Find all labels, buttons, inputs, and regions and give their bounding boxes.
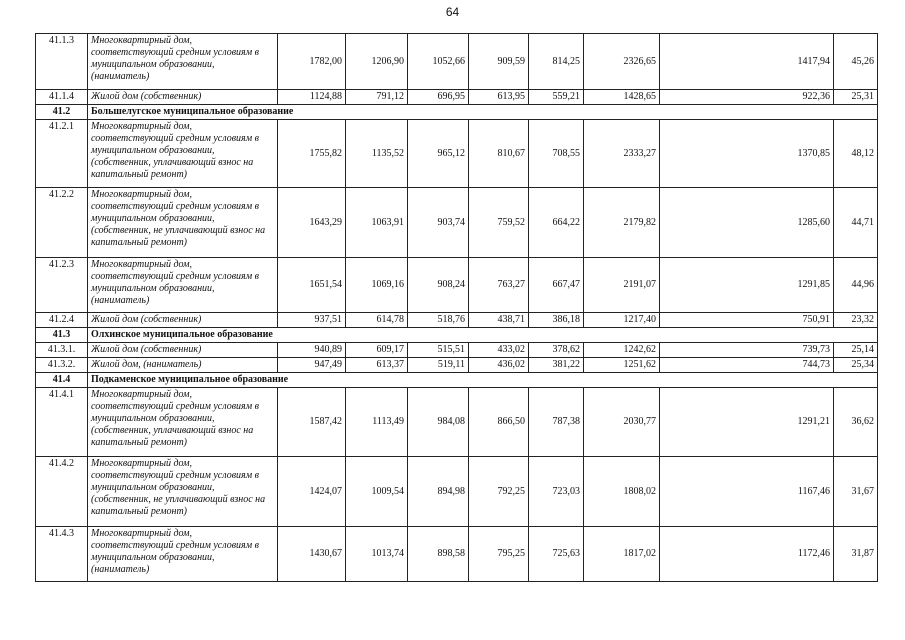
value-cell: 613,95 [469,90,529,105]
value-cell: 433,02 [469,343,529,358]
value-cell: 937,51 [278,313,346,328]
value-cell: 898,58 [408,527,469,582]
value-cell: 739,73 [660,343,834,358]
value-cell: 866,50 [469,388,529,457]
value-cell: 1428,65 [584,90,660,105]
value-cell: 31,67 [834,457,878,527]
value-cell: 1651,54 [278,258,346,313]
housing-type: Жилой дом (собственник) [88,343,278,358]
value-cell: 1291,21 [660,388,834,457]
value-cell: 25,34 [834,358,878,373]
value-cell: 750,91 [660,313,834,328]
housing-type: Многоквартирный дом, соответствующий средним условиям в муниципальном образовании, (наниматель) [88,527,278,582]
value-cell: 2333,27 [584,120,660,188]
value-cell: 1135,52 [346,120,408,188]
value-cell: 909,59 [469,34,529,90]
value-cell: 1755,82 [278,120,346,188]
value-cell: 23,32 [834,313,878,328]
value-cell: 1167,46 [660,457,834,527]
value-cell: 1782,00 [278,34,346,90]
value-cell: 1808,02 [584,457,660,527]
value-cell: 25,14 [834,343,878,358]
value-cell: 378,62 [529,343,584,358]
value-cell: 1424,07 [278,457,346,527]
table-body [36,34,878,582]
table-row [36,527,878,582]
housing-type: Жилой дом (собственник) [88,313,278,328]
table-row [36,90,878,105]
value-cell: 940,89 [278,343,346,358]
row-code: 41.1.4 [36,90,88,105]
value-cell: 696,95 [408,90,469,105]
value-cell: 519,11 [408,358,469,373]
value-cell: 763,27 [469,258,529,313]
value-cell: 1291,85 [660,258,834,313]
value-cell: 1217,40 [584,313,660,328]
value-cell: 792,25 [469,457,529,527]
value-cell: 36,62 [834,388,878,457]
value-cell: 922,36 [660,90,834,105]
table-row [36,258,878,313]
value-cell: 744,73 [660,358,834,373]
value-cell: 1430,67 [278,527,346,582]
table-row [36,313,878,328]
value-cell: 31,87 [834,527,878,582]
section-row [36,373,878,388]
row-code: 41.1.3 [36,34,88,90]
value-cell: 947,49 [278,358,346,373]
section-title: Подкаменское муниципальное образование [88,373,878,388]
value-cell: 45,26 [834,34,878,90]
value-cell: 1069,16 [346,258,408,313]
row-code: 41.2.2 [36,188,88,258]
value-cell: 1063,91 [346,188,408,258]
value-cell: 787,38 [529,388,584,457]
value-cell: 664,22 [529,188,584,258]
value-cell: 2326,65 [584,34,660,90]
value-cell: 44,71 [834,188,878,258]
value-cell: 614,78 [346,313,408,328]
value-cell: 1009,54 [346,457,408,527]
value-cell: 814,25 [529,34,584,90]
value-cell: 965,12 [408,120,469,188]
value-cell: 609,17 [346,343,408,358]
tariff-table [35,33,878,582]
housing-type: Жилой дом (собственник) [88,90,278,105]
value-cell: 1113,49 [346,388,408,457]
value-cell: 1124,88 [278,90,346,105]
housing-type: Многоквартирный дом, соответствующий средним условиям в муниципальном образовании, (собственник, не уплачивающий взнос на капитальный ремонт) [88,457,278,527]
value-cell: 1013,74 [346,527,408,582]
value-cell: 1817,02 [584,527,660,582]
value-cell: 1172,46 [660,527,834,582]
housing-type: Многоквартирный дом, соответствующий средним условиям в муниципальном образовании, (собственник, уплачивающий взнос на капитальный ремонт) [88,388,278,457]
row-code: 41.4 [36,373,88,388]
value-cell: 381,22 [529,358,584,373]
value-cell: 386,18 [529,313,584,328]
value-cell: 515,51 [408,343,469,358]
value-cell: 725,63 [529,527,584,582]
value-cell: 1417,94 [660,34,834,90]
value-cell: 795,25 [469,527,529,582]
section-row [36,328,878,343]
value-cell: 1643,29 [278,188,346,258]
value-cell: 438,71 [469,313,529,328]
value-cell: 1052,66 [408,34,469,90]
value-cell: 810,67 [469,120,529,188]
row-code: 41.2.1 [36,120,88,188]
value-cell: 708,55 [529,120,584,188]
row-code: 41.4.3 [36,527,88,582]
table-row [36,343,878,358]
housing-type: Многоквартирный дом, соответствующий средним условиям в муниципальном образовании, (собственник, уплачивающий взнос на капитальный ремонт) [88,120,278,188]
value-cell: 667,47 [529,258,584,313]
row-code: 41.3.1. [36,343,88,358]
value-cell: 436,02 [469,358,529,373]
housing-type: Жилой дом, (наниматель) [88,358,278,373]
value-cell: 2030,77 [584,388,660,457]
value-cell: 2191,07 [584,258,660,313]
value-cell: 1370,85 [660,120,834,188]
value-cell: 894,98 [408,457,469,527]
value-cell: 44,96 [834,258,878,313]
table-row [36,457,878,527]
value-cell: 984,08 [408,388,469,457]
row-code: 41.2.3 [36,258,88,313]
table-row [36,388,878,457]
row-code: 41.4.1 [36,388,88,457]
value-cell: 48,12 [834,120,878,188]
value-cell: 518,76 [408,313,469,328]
value-cell: 723,03 [529,457,584,527]
value-cell: 2179,82 [584,188,660,258]
row-code: 41.3 [36,328,88,343]
row-code: 41.4.2 [36,457,88,527]
value-cell: 559,21 [529,90,584,105]
table-row [36,120,878,188]
row-code: 41.2.4 [36,313,88,328]
row-code: 41.2 [36,105,88,120]
value-cell: 1587,42 [278,388,346,457]
section-title: Олхинское муниципальное образование [88,328,878,343]
value-cell: 908,24 [408,258,469,313]
value-cell: 791,12 [346,90,408,105]
value-cell: 759,52 [469,188,529,258]
value-cell: 1242,62 [584,343,660,358]
section-title: Большелугское муниципальное образование [88,105,878,120]
page-number: 64 [445,5,460,19]
value-cell: 1206,90 [346,34,408,90]
value-cell: 903,74 [408,188,469,258]
value-cell: 25,31 [834,90,878,105]
housing-type: Многоквартирный дом, соответствующий средним условиям в муниципальном образовании, (наниматель) [88,34,278,90]
table-row [36,34,878,90]
table-row [36,358,878,373]
housing-type: Многоквартирный дом, соответствующий средним условиям в муниципальном образовании, (собственник, не уплачивающий взнос на капитальный ремонт) [88,188,278,258]
housing-type: Многоквартирный дом, соответствующий средним условиям в муниципальном образовании, (наниматель) [88,258,278,313]
value-cell: 613,37 [346,358,408,373]
section-row [36,105,878,120]
row-code: 41.3.2. [36,358,88,373]
value-cell: 1251,62 [584,358,660,373]
table-row [36,188,878,258]
value-cell: 1285,60 [660,188,834,258]
